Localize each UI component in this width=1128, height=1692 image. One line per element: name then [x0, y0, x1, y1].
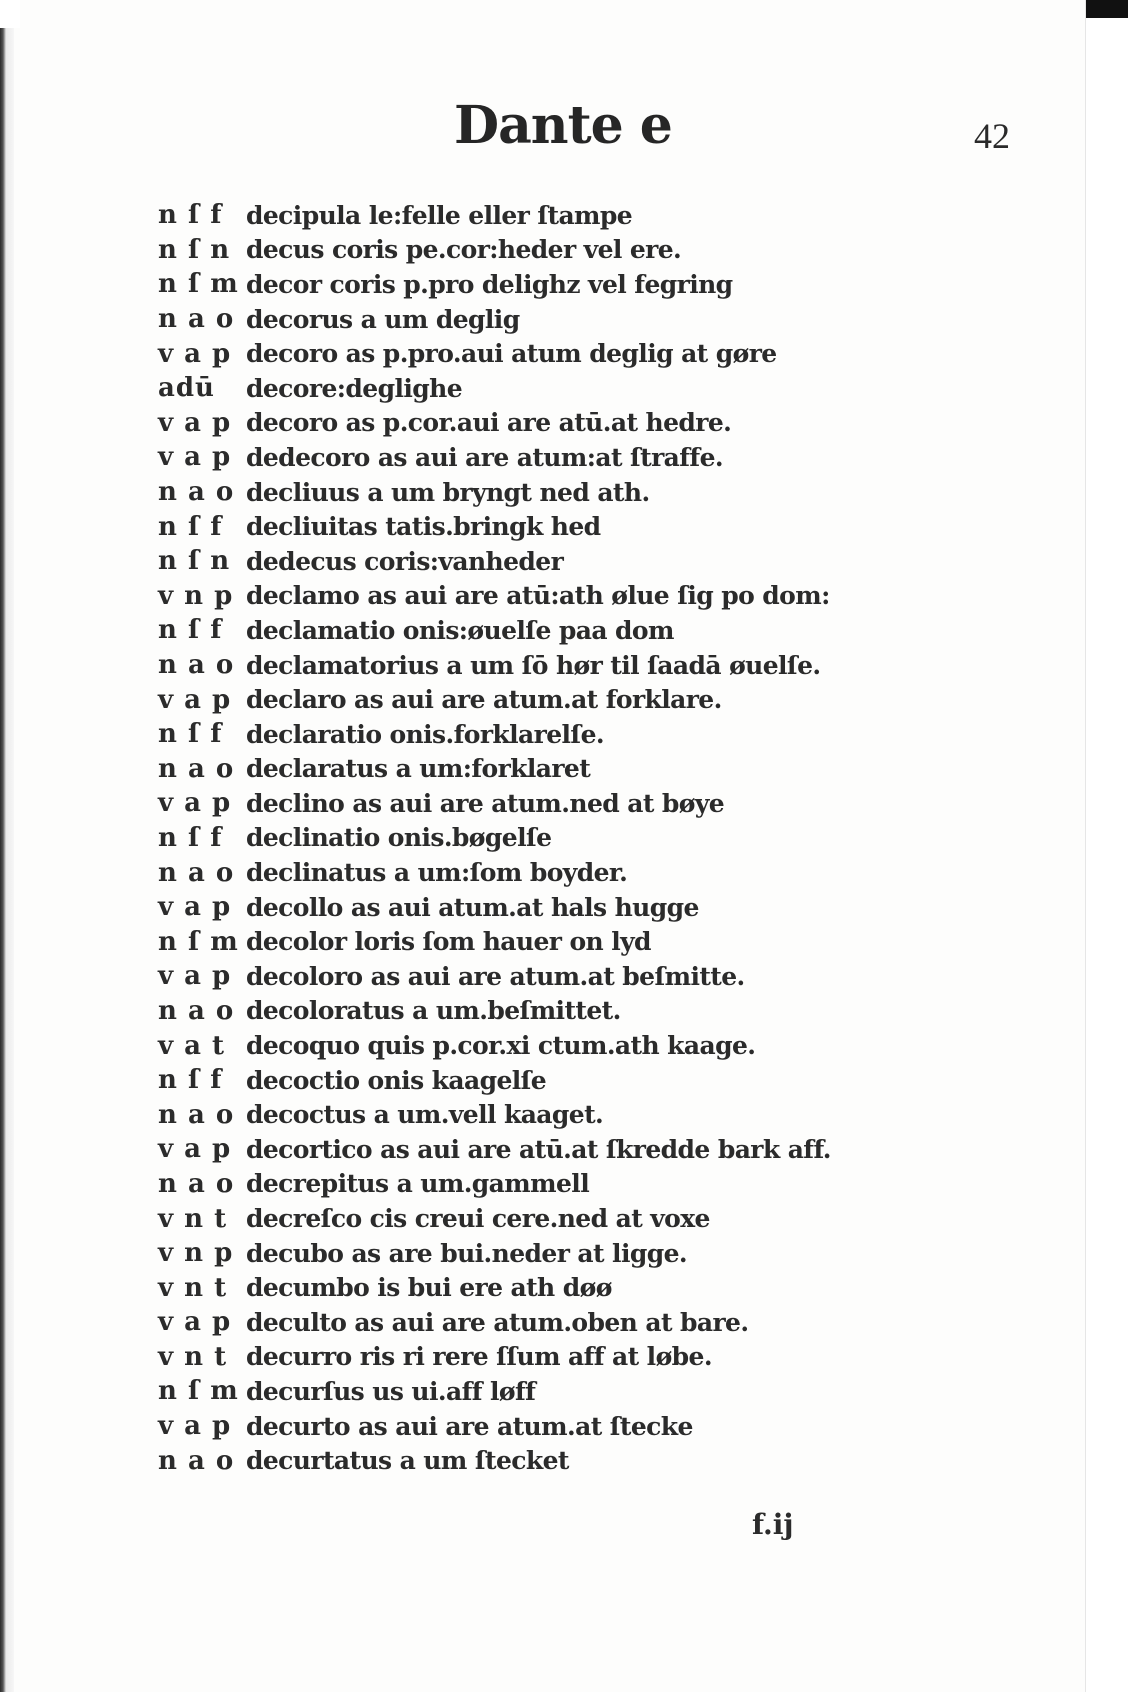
- entry-code: v n t: [158, 1203, 228, 1234]
- entry-text: declino as aui are atum.ned at bøye: [246, 788, 725, 818]
- entry-text: decoro as p.pro.aui atum deglig at gøre: [246, 339, 777, 369]
- entry-code: v n t: [158, 1272, 228, 1303]
- scan-margin: [1085, 0, 1128, 1692]
- dictionary-entries: [158, 198, 958, 1478]
- entry: [158, 1374, 958, 1409]
- entry-code: n ſ m: [158, 1376, 239, 1407]
- entry-text: declinatio onis.bøgelſe: [246, 823, 552, 853]
- entry-code: n a o: [158, 995, 235, 1026]
- entry-code: n ſ f: [158, 822, 223, 853]
- entry: [158, 924, 958, 959]
- entry-text: decoctus a um.vell kaaget.: [246, 1100, 604, 1130]
- running-head: Dante e: [454, 95, 672, 156]
- entry-text: decurtatus a um ſtecket: [246, 1446, 569, 1476]
- entry-text: decurſus us ui.aff løff: [246, 1376, 536, 1406]
- entry-text: decubo as are bui.neder at ligge.: [246, 1238, 688, 1268]
- entry-text: decus coris pe.cor:heder vel ere.: [246, 235, 682, 265]
- entry-text: decortico as aui are atū.at ſkredde bark aff.: [246, 1134, 831, 1164]
- entry: [158, 579, 958, 614]
- entry: [158, 1167, 958, 1202]
- entry-text: decurro ris ri rere ſſum aff at løbe.: [246, 1342, 712, 1372]
- entry-text: dedecoro as aui are atum:at ſtraffe.: [246, 442, 723, 472]
- entry-code: v a p: [158, 1307, 232, 1338]
- entry-text: decollo as aui atum.at hals hugge: [246, 892, 699, 922]
- entry-code: v n p: [158, 580, 234, 611]
- entry-text: deculto as aui are atum.oben at bare.: [246, 1307, 749, 1337]
- entry: [158, 1028, 958, 1063]
- entry-code: v a p: [158, 407, 232, 438]
- entry-code: n a o: [158, 650, 235, 681]
- entry: [158, 648, 958, 683]
- entry-text: decipula le:felle eller ſtampe: [246, 200, 633, 230]
- entry: [158, 1305, 958, 1340]
- entry: [158, 717, 958, 752]
- entry-code: n a o: [158, 753, 235, 784]
- scan-border: [1086, 0, 1128, 18]
- entry: [158, 440, 958, 475]
- entry-text: decoctio onis kaagelſe: [246, 1065, 547, 1095]
- entry-text: decreſco cis creui cere.ned at voxe: [246, 1204, 710, 1234]
- entry: [158, 544, 958, 579]
- entry: [158, 752, 958, 787]
- entry: [158, 890, 958, 925]
- entry-text: declinatus a um:ſom boyder.: [246, 858, 628, 888]
- entry-code: n ſ f: [158, 615, 223, 646]
- entry-code: n a o: [158, 477, 235, 508]
- entry-text: decor coris p.pro delighz vel fegring: [246, 269, 733, 299]
- entry-text: declamatorius a um ſō hør til ſaadā øuelſe.: [246, 650, 821, 680]
- entry-code: v a p: [158, 1411, 232, 1442]
- entry: [158, 509, 958, 544]
- entry: [158, 821, 958, 856]
- page-number: 42: [974, 116, 1010, 156]
- entry-text: declamo as aui are atū:ath ølue ſig po dom:: [246, 581, 830, 611]
- entry-code: n ſ m: [158, 269, 239, 300]
- entry-code: n ſ f: [158, 719, 223, 750]
- entry: [158, 855, 958, 890]
- scan-corner: [0, 0, 20, 28]
- entry-code: v n p: [158, 1238, 234, 1269]
- entry: [158, 1443, 958, 1478]
- entry-code: v a p: [158, 961, 232, 992]
- book-page: [14, 0, 1086, 1692]
- entry-code: v a p: [158, 788, 232, 819]
- entry-text: decore:deglighe: [246, 373, 463, 403]
- entry-text: decurto as aui are atum.at ſtecke: [246, 1411, 693, 1441]
- entry: [158, 198, 958, 233]
- entry-code: n a o: [158, 857, 235, 888]
- entry: [158, 336, 958, 371]
- entry-text: declaro as aui are atum.at forklare.: [246, 685, 722, 715]
- entry-code: n ſ m: [158, 926, 239, 957]
- entry-text: decoloratus a um.beſmittet.: [246, 996, 621, 1026]
- entry: [158, 682, 958, 717]
- entry: [158, 613, 958, 648]
- entry-code: n ſ f: [158, 1065, 223, 1096]
- entry-text: decoro as p.cor.aui are atū.at hedre.: [246, 408, 732, 438]
- entry-code: v a t: [158, 1030, 226, 1061]
- entry-code: n ſ n: [158, 234, 231, 265]
- signature-mark: f.ij: [752, 1508, 794, 1541]
- entry: [158, 994, 958, 1029]
- entry-text: decrepitus a um.gammell: [246, 1169, 590, 1199]
- entry: [158, 302, 958, 337]
- entry-code: n a o: [158, 1168, 235, 1199]
- entry-text: declaratus a um:forklaret: [246, 754, 591, 784]
- entry-text: declaratio onis.forklarelſe.: [246, 719, 604, 749]
- entry-text: decliuitas tatis.bringk hed: [246, 512, 601, 542]
- entry-text: decumbo is bui ere ath døø: [246, 1273, 612, 1303]
- entry-code: adū: [158, 373, 215, 404]
- entry-code: v a p: [158, 442, 232, 473]
- entry-code: n ſ f: [158, 200, 223, 231]
- entry-code: n a o: [158, 1445, 235, 1476]
- entry-text: decorus a um deglig: [246, 304, 520, 334]
- entry-code: v a p: [158, 1134, 232, 1165]
- entry-code: n a o: [158, 1099, 235, 1130]
- entry: [158, 406, 958, 441]
- entry: [158, 267, 958, 302]
- entry: [158, 786, 958, 821]
- entry: [158, 233, 958, 268]
- entry-code: n a o: [158, 304, 235, 335]
- entry-text: decliuus a um bryngt ned ath.: [246, 477, 650, 507]
- entry-code: v a p: [158, 338, 232, 369]
- entry-code: n ſ n: [158, 546, 231, 577]
- entry: [158, 1063, 958, 1098]
- entry-code: v a p: [158, 892, 232, 923]
- entry-text: declamatio onis:øuelſe paa dom: [246, 615, 674, 645]
- entry: [158, 1132, 958, 1167]
- entry: [158, 1340, 958, 1375]
- entry: [158, 475, 958, 510]
- entry-code: v a p: [158, 684, 232, 715]
- entry: [158, 1201, 958, 1236]
- entry: [158, 959, 958, 994]
- entry: [158, 1236, 958, 1271]
- entry-code: v n t: [158, 1341, 228, 1372]
- entry: [158, 371, 958, 406]
- entry-code: n ſ f: [158, 511, 223, 542]
- entry: [158, 1097, 958, 1132]
- entry-text: dedecus coris:vanheder: [246, 546, 564, 576]
- entry: [158, 1270, 958, 1305]
- entry-text: decoquo quis p.cor.xi ctum.ath kaage.: [246, 1031, 756, 1061]
- entry: [158, 1409, 958, 1444]
- entry-text: decoloro as aui are atum.at beſmitte.: [246, 961, 745, 991]
- entry-text: decolor loris ſom hauer on lyd: [246, 927, 651, 957]
- page-binding-edge: [0, 20, 14, 1692]
